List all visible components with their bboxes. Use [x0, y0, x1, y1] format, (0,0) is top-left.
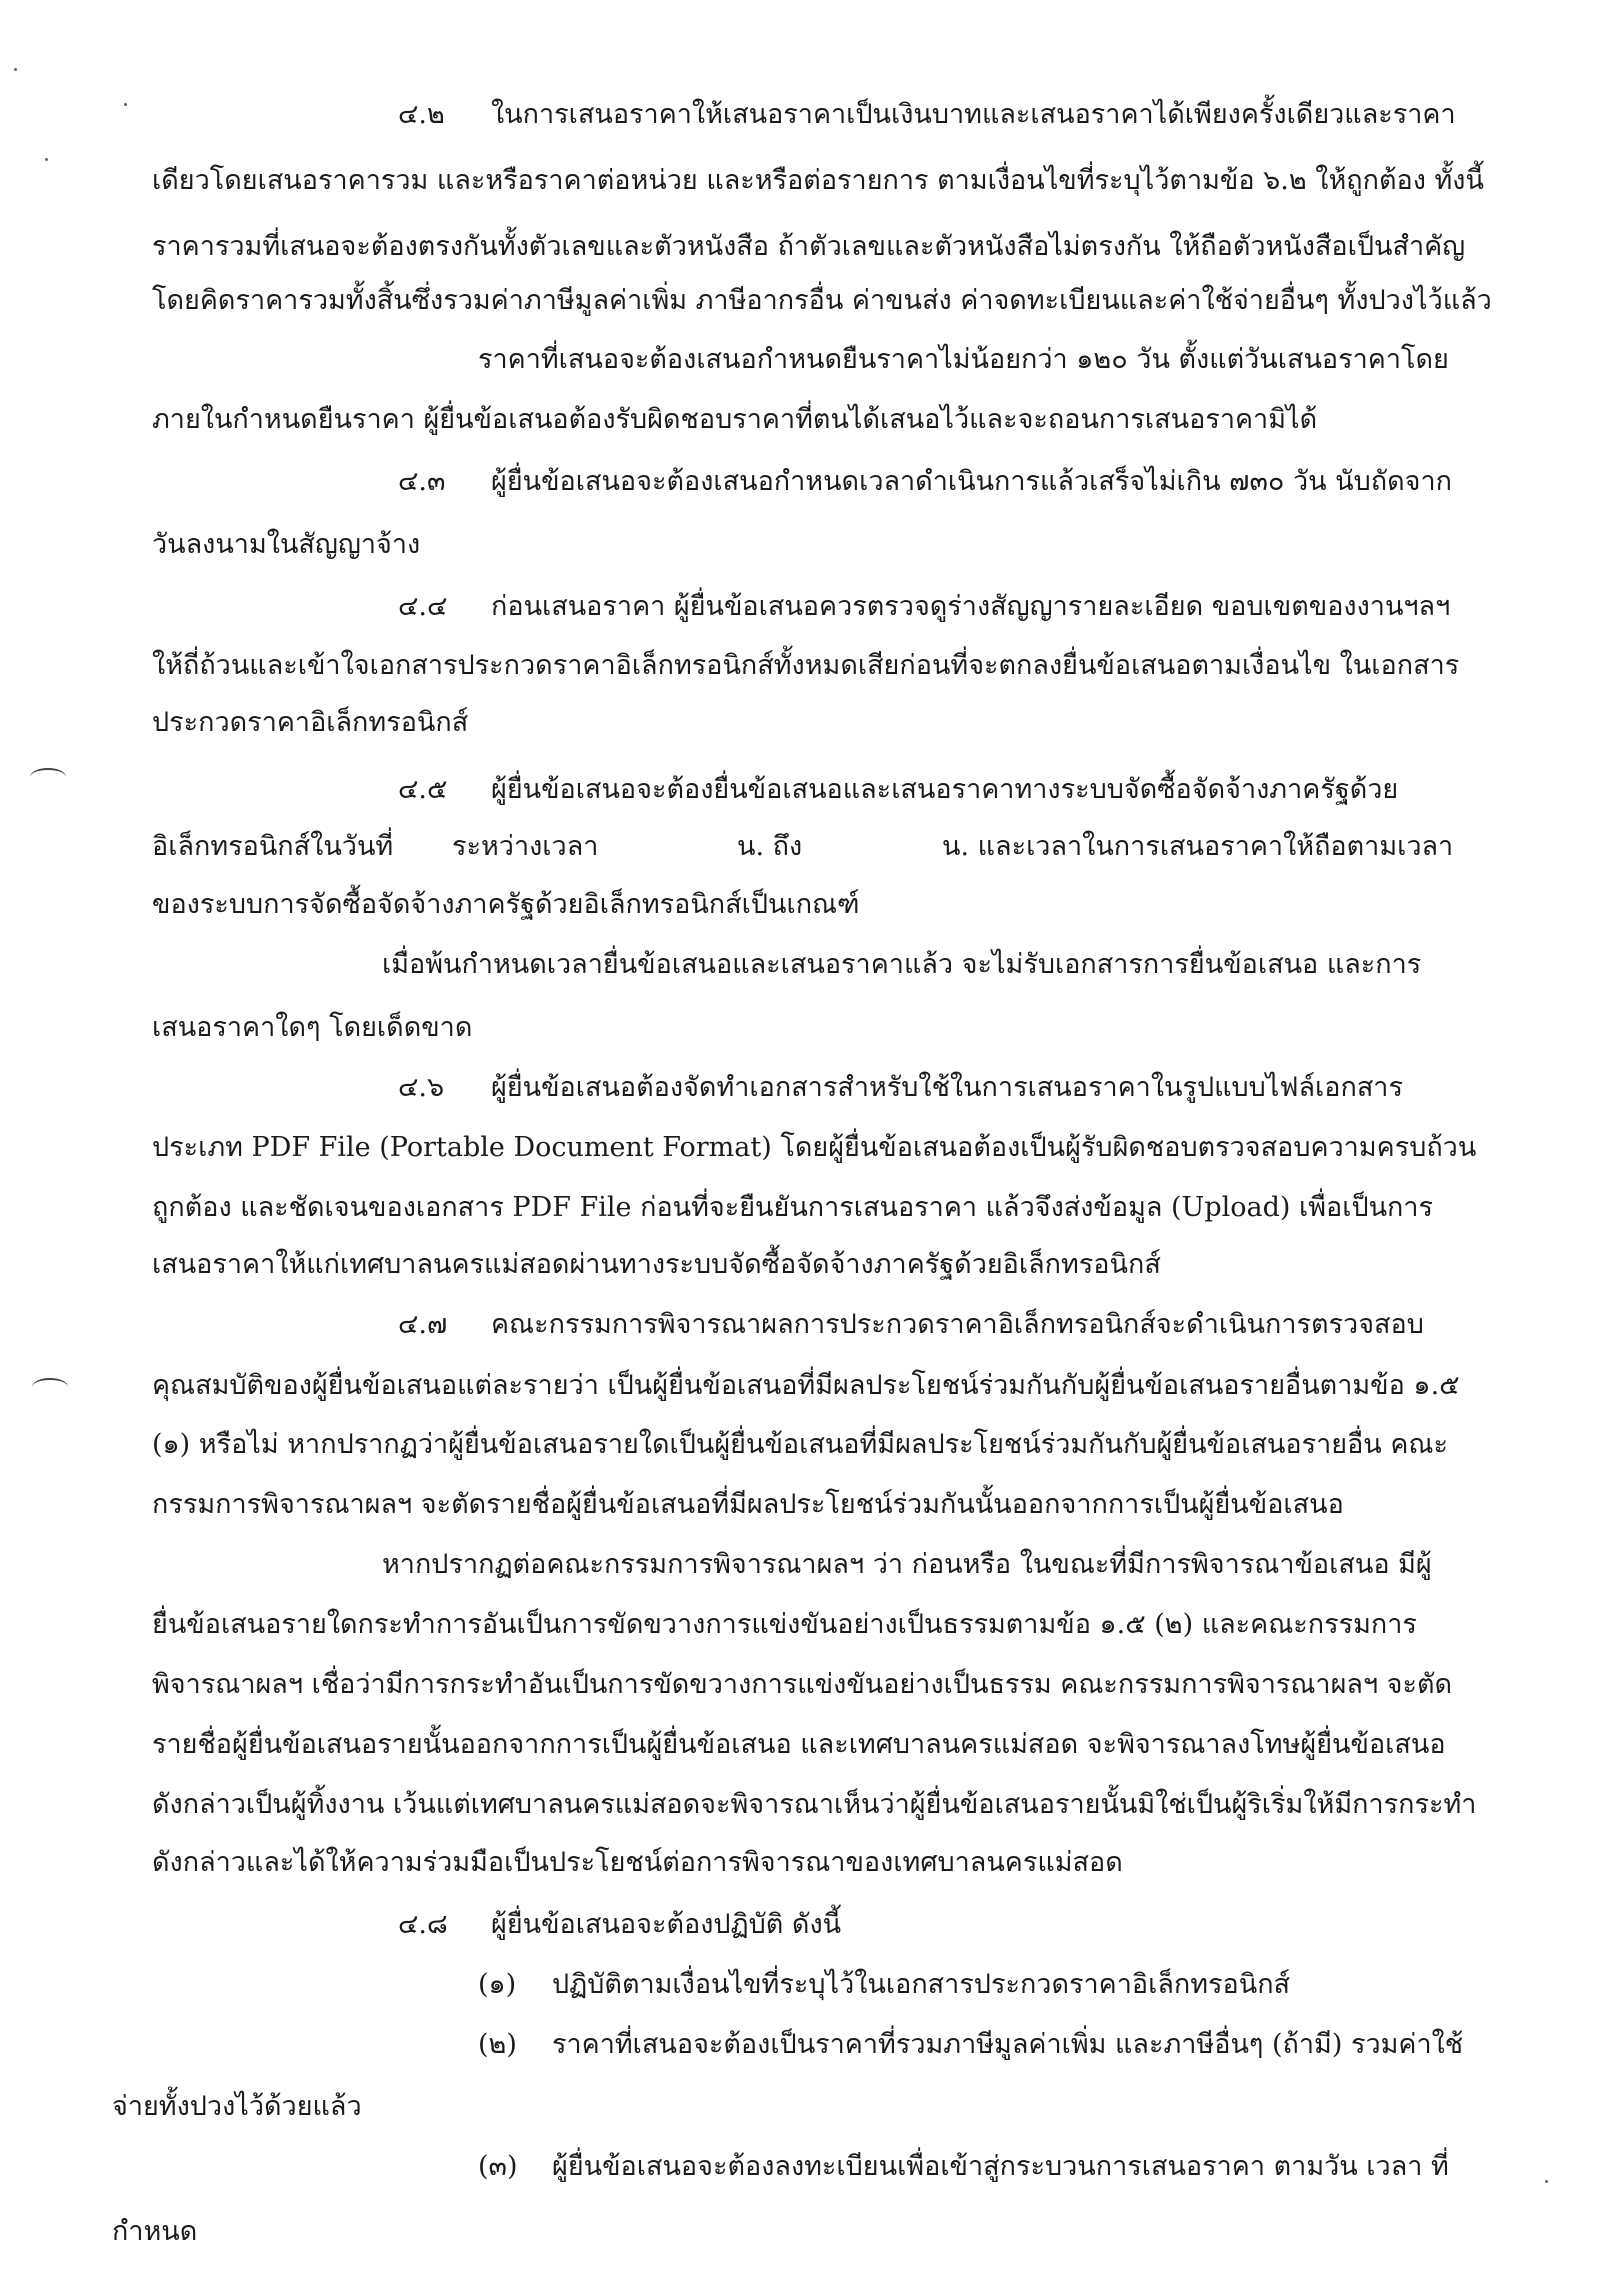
- text-line: ผู้ยื่นข้อเสนอต้องจัดทำเอกสารสำหรับใช้ในการเสนอราคาในรูปแบบไฟล์เอกสาร: [491, 1072, 1403, 1103]
- text-line: ยื่นข้อเสนอรายใดกระทำการอันเป็นการขัดขวางการแข่งขันอย่างเป็นธรรมตามข้อ ๑.๕ (๒) และคณะกรรมการ: [152, 1609, 1417, 1640]
- text-line: ผู้ยื่นข้อเสนอจะต้องเสนอกำหนดเวลาดำเนินการแล้วเสร็จไม่เกิน ๗๓๐ วัน นับถัดจาก: [491, 466, 1452, 497]
- text-line: (๑) หรือไม่ หากปรากฏว่าผู้ยื่นข้อเสนอรายใดเป็นผู้ยื่นข้อเสนอที่มีผลประโยชน์ร่วมกันกับผู้ยื่นข้อเสนอรายอื่น คณะ: [152, 1429, 1448, 1460]
- scan-speck: [1545, 2180, 1548, 2183]
- text-line: ก่อนเสนอราคา ผู้ยื่นข้อเสนอควรตรวจดูร่างสัญญารายละเอียด ขอบเขตของงานฯลฯ: [491, 591, 1451, 622]
- text-line: น. และเวลาในการเสนอราคาให้ถือตามเวลา: [942, 831, 1454, 862]
- text-line: รายชื่อผู้ยื่นข้อเสนอรายนั้นออกจากการเป็นผู้ยื่นข้อเสนอ และเทศบาลนครแม่สอด จะพิจารณาลงโทษผู้ยื่นข้อเสนอ: [152, 1729, 1446, 1760]
- text-line: ในการเสนอราคาให้เสนอราคาเป็นเงินบาทและเสนอราคาได้เพียงครั้งเดียวและราคา: [491, 99, 1456, 130]
- clause-number: ๔.๘: [398, 1909, 448, 1940]
- text-line: คุณสมบัติของผู้ยื่นข้อเสนอแต่ละรายว่า เป็นผู้ยื่นข้อเสนอที่มีผลประโยชน์ร่วมกันกับผู้ยื่นข้อเสนอรายอื่นตามข้อ ๑.๕: [152, 1370, 1460, 1401]
- sub-item-number: (๒): [478, 2029, 517, 2060]
- text-line: ประกวดราคาอิเล็กทรอนิกส์: [152, 707, 469, 738]
- scan-speck: [45, 158, 48, 161]
- text-line: ให้ถี่ถ้วนและเข้าใจเอกสารประกวดราคาอิเล็กทรอนิกส์ทั้งหมดเสียก่อนที่จะตกลงยื่นข้อเสนอตามเงื่อนไข ในเอกสาร: [152, 650, 1460, 681]
- text-line: ราคารวมที่เสนอจะต้องตรงกันทั้งตัวเลขและตัวหนังสือ ถ้าตัวเลขและตัวหนังสือไม่ตรงกัน ให้ถือตัวหนังสือเป็นสำคัญ: [152, 231, 1466, 262]
- text-line: น. ถึง: [737, 831, 803, 862]
- text-line: คณะกรรมการพิจารณาผลการประกวดราคาอิเล็กทรอนิกส์จะดำเนินการตรวจสอบ: [491, 1309, 1424, 1340]
- text-line: ผู้ยื่นข้อเสนอจะต้องปฏิบัติ ดังนี้: [491, 1909, 842, 1940]
- text-line: ราคาที่เสนอจะต้องเสนอกำหนดยืนราคาไม่น้อยกว่า ๑๒๐ วัน ตั้งแต่วันเสนอราคาโดย: [478, 344, 1449, 375]
- text-line: อิเล็กทรอนิกส์ในวันที่: [152, 831, 394, 862]
- text-line: เสนอราคาให้แก่เทศบาลนครแม่สอดผ่านทางระบบจัดซื้อจัดจ้างภาครัฐด้วยอิเล็กทรอนิกส์: [152, 1249, 1161, 1280]
- punch-hole-mark: [32, 1378, 68, 1396]
- text-line: ผู้ยื่นข้อเสนอจะต้องลงทะเบียนเพื่อเข้าสู่กระบวนการเสนอราคา ตามวัน เวลา ที่: [552, 2151, 1449, 2182]
- text-line: ประเภท PDF File (Portable Document Format) โดยผู้ยื่นข้อเสนอต้องเป็นผู้รับผิดชอบตรวจสอบความครบถ้วน: [152, 1132, 1477, 1163]
- text-line: ดังกล่าวเป็นผู้ทิ้งงาน เว้นแต่เทศบาลนครแม่สอดจะพิจารณาเห็นว่าผู้ยื่นข้อเสนอรายนั้นมิใช่เป็นผู้ริเริ่มให้มีการกระทำ: [152, 1789, 1477, 1820]
- text-line: ผู้ยื่นข้อเสนอจะต้องยื่นข้อเสนอและเสนอราคาทางระบบจัดซื้อจัดจ้างภาครัฐด้วย: [491, 774, 1399, 805]
- clause-number: ๔.๓: [398, 466, 446, 497]
- clause-number: ๔.๕: [398, 774, 448, 805]
- text-line: จ่ายทั้งปวงไว้ด้วยแล้ว: [112, 2091, 362, 2122]
- sub-item-number: (๓): [478, 2151, 518, 2182]
- text-line: ดังกล่าวและได้ให้ความร่วมมือเป็นประโยชน์ต่อการพิจารณาของเทศบาลนครแม่สอด: [152, 1847, 1123, 1878]
- scan-speck: [124, 103, 127, 106]
- text-line: หากปรากฏต่อคณะกรรมการพิจารณาผลฯ ว่า ก่อนหรือ ในขณะที่มีการพิจารณาข้อเสนอ มีผู้: [382, 1549, 1432, 1580]
- clause-number: ๔.๒: [398, 99, 445, 130]
- text-line: ภายในกำหนดยืนราคา ผู้ยื่นข้อเสนอต้องรับผิดชอบราคาที่ตนได้เสนอไว้และจะถอนการเสนอราคามิได้: [152, 404, 1318, 435]
- scan-speck: [14, 68, 17, 71]
- clause-number: ๔.๗: [398, 1309, 448, 1340]
- text-line: เดียวโดยเสนอราคารวม และหรือราคาต่อหน่วย และหรือต่อรายการ ตามเงื่อนไขที่ระบุไว้ตามข้อ ๖.๒ ให้ถูกต้อง ทั้งนี้: [152, 165, 1484, 196]
- text-line: ปฏิบัติตามเงื่อนไขที่ระบุไว้ในเอกสารประกวดราคาอิเล็กทรอนิกส์: [552, 1969, 1291, 2000]
- sub-item-number: (๑): [478, 1969, 517, 2000]
- clause-number: ๔.๖: [398, 1072, 445, 1103]
- text-line: ถูกต้อง และชัดเจนของเอกสาร PDF File ก่อนที่จะยืนยันการเสนอราคา แล้วจึงส่งข้อมูล (Upload) เพื่อเป็นการ: [152, 1192, 1434, 1223]
- text-line: ระหว่างเวลา: [452, 831, 599, 862]
- clause-number: ๔.๔: [398, 591, 448, 622]
- text-line: วันลงนามในสัญญาจ้าง: [152, 529, 421, 560]
- text-line: เมื่อพ้นกำหนดเวลายื่นข้อเสนอและเสนอราคาแล้ว จะไม่รับเอกสารการยื่นข้อเสนอ และการ: [382, 949, 1422, 980]
- text-line: ราคาที่เสนอจะต้องเป็นราคาที่รวมภาษีมูลค่าเพิ่ม และภาษีอื่นๆ (ถ้ามี) รวมค่าใช้: [552, 2029, 1464, 2060]
- text-line: เสนอราคาใดๆ โดยเด็ดขาด: [152, 1012, 473, 1043]
- punch-hole-mark: [30, 768, 66, 786]
- text-line: ของระบบการจัดซื้อจัดจ้างภาครัฐด้วยอิเล็กทรอนิกส์เป็นเกณฑ์: [152, 889, 860, 920]
- text-line: กำหนด: [112, 2216, 198, 2247]
- text-line: พิจารณาผลฯ เชื่อว่ามีการกระทำอันเป็นการขัดขวางการแข่งขันอย่างเป็นธรรม คณะกรรมการพิจารณาผลฯ จะตัด: [152, 1669, 1453, 1700]
- text-line: กรรมการพิจารณาผลฯ จะตัดรายชื่อผู้ยื่นข้อเสนอที่มีผลประโยชน์ร่วมกันนั้นออกจากการเป็นผู้ยื่นข้อเสนอ: [152, 1489, 1344, 1520]
- text-line: โดยคิดราคารวมทั้งสิ้นซึ่งรวมค่าภาษีมูลค่าเพิ่ม ภาษีอากรอื่น ค่าขนส่ง ค่าจดทะเบียนและค่าใช้จ่ายอื่นๆ ทั้งปวงไว้แล้ว: [152, 285, 1492, 316]
